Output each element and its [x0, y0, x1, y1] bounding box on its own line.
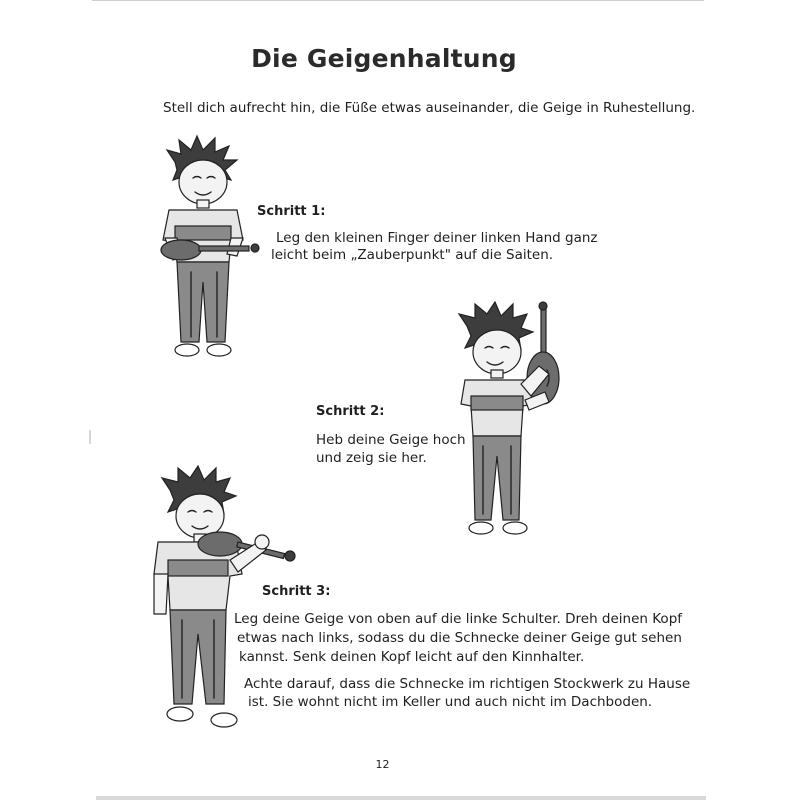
- step-3-line-3: kannst. Senk deinen Kopf leicht auf den Kinnhalter.: [239, 649, 585, 665]
- step-2-line-2: und zeig sie her.: [316, 450, 427, 466]
- intro-text: Stell dich aufrecht hin, die Füße etwas auseinander, die Geige in Ruhestellung.: [163, 100, 696, 116]
- step-2-label: Schritt 2:: [316, 404, 385, 419]
- step-1-line-2: leicht beim „Zauberpunkt" auf die Saiten.: [271, 247, 554, 263]
- step-1-label: Schritt 1:: [257, 204, 326, 219]
- step-3-note-line-1: Achte darauf, dass die Schnecke im richtigen Stockwerk zu Hause: [244, 676, 691, 692]
- page-number: 12: [375, 758, 390, 771]
- page-top-edge: [92, 0, 704, 4]
- boy-rest-position-illustration: [145, 132, 270, 367]
- step-3-line-2: etwas nach links, sodass du die Schnecke deiner Geige gut sehen: [237, 630, 682, 646]
- boy-violin-up-illustration: [455, 300, 575, 545]
- page-title: Die Geigenhaltung: [251, 44, 517, 73]
- step-3-line-1: Leg deine Geige von oben auf die linke Schulter. Dreh deinen Kopf: [234, 611, 683, 627]
- step-1-line-1: Leg den kleinen Finger deiner linken Hand ganz: [276, 230, 598, 246]
- step-3-label: Schritt 3:: [262, 584, 331, 599]
- page-bottom-edge: [96, 796, 706, 800]
- page-left-mark: [89, 430, 91, 444]
- step-3-note-line-2: ist. Sie wohnt nicht im Keller und auch nicht im Dachboden.: [248, 694, 653, 710]
- step-2-line-1: Heb deine Geige hoch: [316, 432, 466, 448]
